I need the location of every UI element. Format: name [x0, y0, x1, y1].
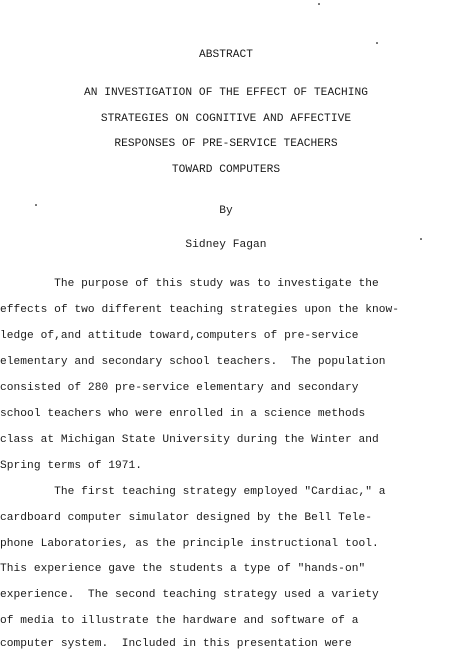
- paragraph-1-line-1: The purpose of this study was to investigate the: [0, 278, 379, 290]
- paragraph-1-line-7: class at Michigan State University during the Winter and: [0, 434, 379, 446]
- title-line-4: TOWARD COMPUTERS: [171, 164, 281, 176]
- paragraph-1-line-3: ledge of,and attitude toward,computers of pre-service: [0, 330, 359, 342]
- paragraph-2-line-1: The first teaching strategy employed "Cardiac," a: [0, 486, 386, 498]
- paragraph-2-line-5: experience. The second teaching strategy used a variety: [0, 589, 379, 601]
- paragraph-2-line-7: computer system. Included in this presentation were: [0, 638, 352, 650]
- paragraph-1-line-4: elementary and secondary school teachers. The population: [0, 356, 386, 368]
- paragraph-2-line-6: of media to illustrate the hardware and software of a: [0, 615, 359, 627]
- paragraph-1-line-8: Spring terms of 1971.: [0, 460, 143, 472]
- paragraph-1-line-5: consisted of 280 pre-service elementary and secondary: [0, 382, 359, 394]
- paragraph-2-line-4: This experience gave the students a type of "hands-on": [0, 563, 366, 575]
- paragraph-2-line-2: cardboard computer simulator designed by the Bell Tele-: [0, 512, 372, 524]
- title-line-2: STRATEGIES ON COGNITIVE AND AFFECTIVE: [100, 113, 352, 125]
- scan-speck: [318, 3, 320, 5]
- scan-speck: [376, 42, 378, 44]
- scan-speck: [420, 238, 422, 240]
- by-line: By: [219, 205, 233, 217]
- author-name: Sidney Fagan: [185, 239, 267, 251]
- paragraph-1-line-6: school teachers who were enrolled in a science methods: [0, 408, 366, 420]
- abstract-heading: ABSTRACT: [198, 49, 254, 61]
- scan-speck: [35, 204, 37, 206]
- title-line-3: RESPONSES OF PRE-SERVICE TEACHERS: [114, 138, 338, 150]
- paragraph-1-line-2: effects of two different teaching strategies upon the know-: [0, 304, 400, 316]
- title-line-1: AN INVESTIGATION OF THE EFFECT OF TEACHING: [83, 87, 369, 99]
- paragraph-2-line-3: phone Laboratories, as the principle instructional tool.: [0, 538, 379, 550]
